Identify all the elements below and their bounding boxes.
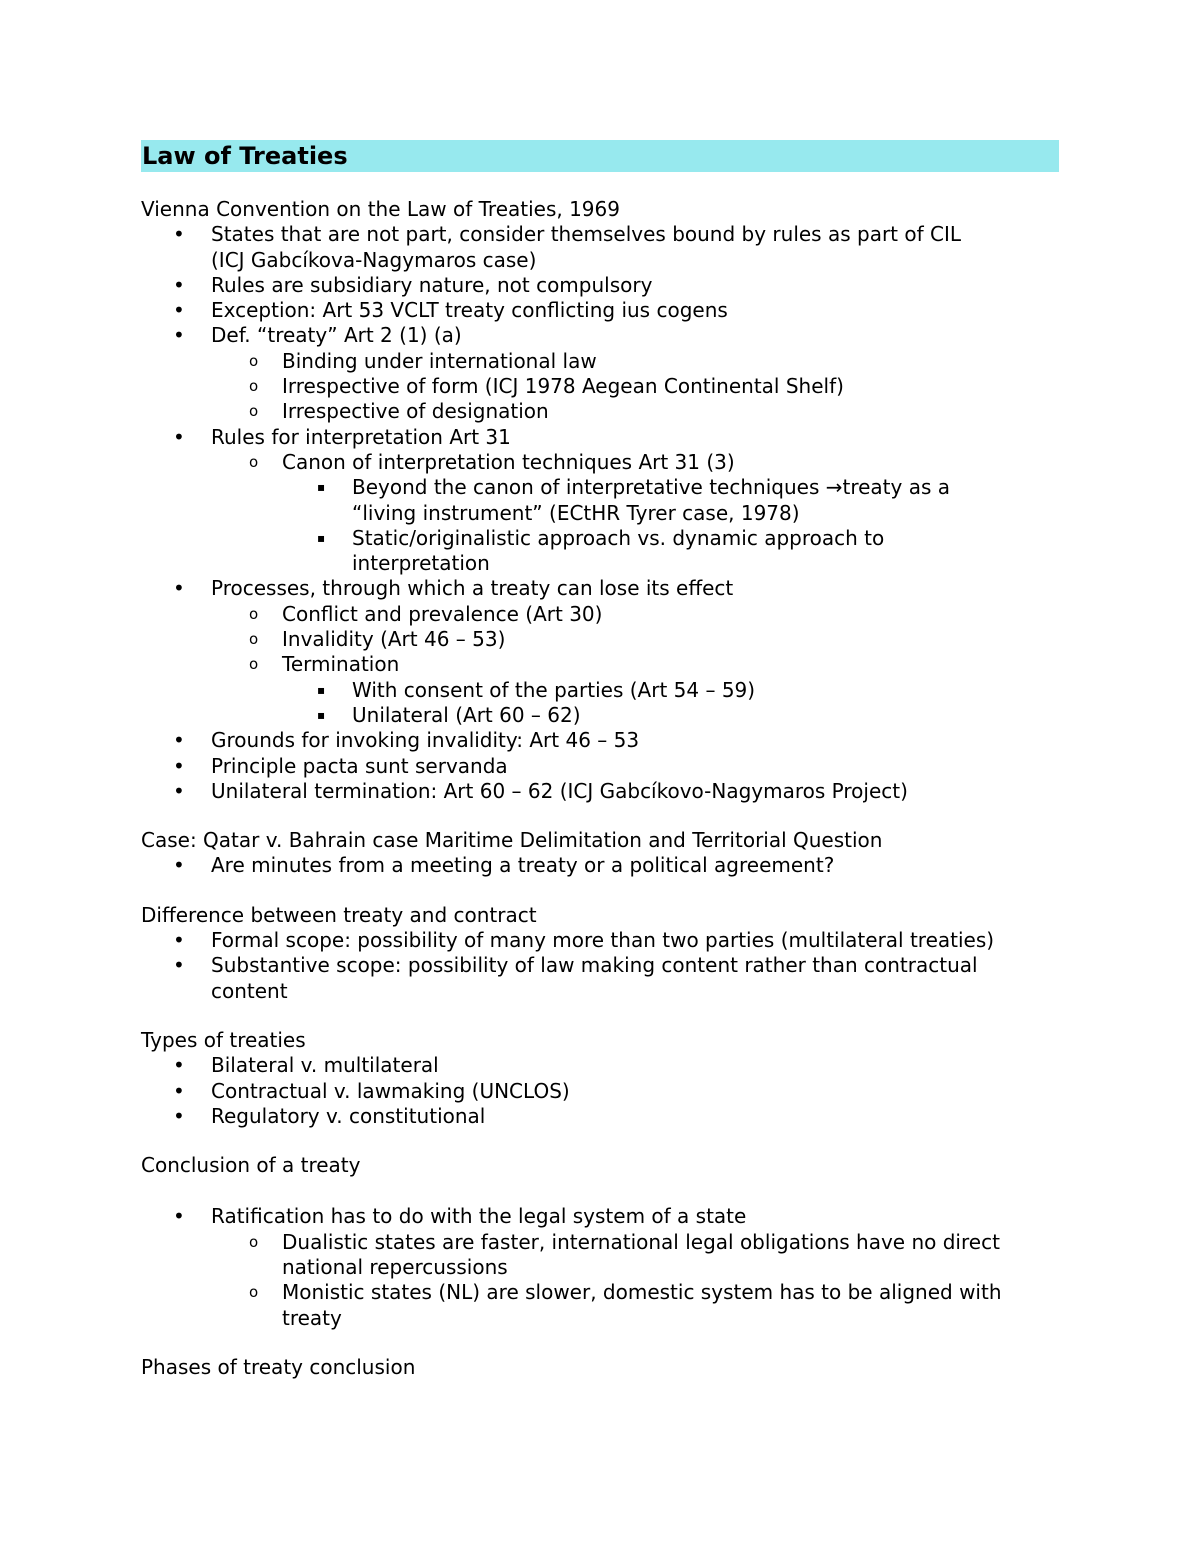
list-item: ▪ Beyond the canon of interpretative techniques →treaty as a “living instrument” (ECtHR Tyrer case, 1978) (317, 475, 950, 525)
list-item: • Bilateral v. multilateral (173, 1053, 439, 1078)
circle-bullet-icon: o (249, 655, 259, 674)
bullet-icon: • (173, 1053, 185, 1078)
section-heading-difference: Difference between treaty and contract (141, 902, 537, 927)
list-item: • Def. “treaty” Art 2 (1) (a) (173, 323, 462, 348)
list-item: • Are minutes from a meeting a treaty or a political agreement? (173, 853, 835, 878)
list-item: o Monistic states (NL) are slower, domestic system has to be aligned with treaty (249, 1280, 1002, 1330)
bullet-icon: • (173, 323, 185, 348)
bullet-icon: • (173, 1103, 185, 1128)
list-item: o Dualistic states are faster, international legal obligations have no direct national repercussions (249, 1229, 1000, 1279)
bullet-icon: • (173, 1204, 185, 1229)
list-item: • Rules for interpretation Art 31 (173, 424, 511, 449)
circle-bullet-icon: o (249, 1283, 259, 1302)
square-bullet-icon: ▪ (317, 480, 326, 495)
circle-bullet-icon: o (249, 1232, 259, 1251)
square-bullet-icon: ▪ (317, 682, 326, 697)
list-item: o Irrespective of designation (249, 399, 549, 424)
bullet-icon: • (173, 298, 185, 323)
bullet-icon: • (173, 272, 185, 297)
list-item: • Exception: Art 53 VCLT treaty conflicting ius cogens (173, 298, 728, 323)
bullet-icon: • (173, 853, 185, 878)
square-bullet-icon: ▪ (317, 707, 326, 722)
bullet-icon: • (173, 753, 185, 778)
section-heading-vclt: Vienna Convention on the Law of Treaties, 1969 (141, 197, 620, 221)
bullet-icon: • (173, 424, 185, 449)
bullet-icon: • (173, 953, 185, 978)
list-item: ▪ With consent of the parties (Art 54 – 59) (317, 677, 756, 702)
list-item: o Irrespective of form (ICJ 1978 Aegean Continental Shelf) (249, 374, 844, 399)
list-item: o Invalidity (Art 46 – 53) (249, 627, 506, 652)
circle-bullet-icon: o (249, 402, 259, 421)
document-title: Law of Treaties (142, 142, 348, 170)
list-item: o Conflict and prevalence (Art 30) (249, 601, 603, 626)
section-heading-case: Case: Qatar v. Bahrain case Maritime Delimitation and Territorial Question (141, 828, 883, 853)
list-item: ▪ Static/originalistic approach vs. dynamic approach to interpretation (317, 525, 885, 576)
list-item: ▪ Unilateral (Art 60 – 62) (317, 702, 581, 727)
list-item: o Canon of interpretation techniques Art 31 (3) (249, 449, 735, 474)
document-page (141, 140, 1059, 1380)
list-item: • Regulatory v. constitutional (173, 1103, 486, 1128)
circle-bullet-icon: o (249, 452, 259, 471)
bullet-icon: • (173, 778, 185, 803)
circle-bullet-icon: o (249, 604, 259, 623)
list-item: • Rules are subsidiary nature, not compulsory (173, 272, 653, 297)
list-item: • Unilateral termination: Art 60 – 62 (ICJ Gabcíkovo-Nagymaros Project) (173, 778, 908, 803)
list-item: o Termination (249, 652, 400, 677)
bullet-icon: • (173, 576, 185, 601)
circle-bullet-icon: o (249, 630, 259, 649)
bullet-icon: • (173, 222, 185, 247)
list-item: • Processes, through which a treaty can lose its effect (173, 576, 734, 601)
list-item: o Binding under international law (249, 348, 597, 373)
list-item: • Contractual v. lawmaking (UNCLOS) (173, 1078, 570, 1103)
section-heading-conclusion: Conclusion of a treaty (141, 1153, 361, 1178)
circle-bullet-icon: o (249, 351, 259, 370)
list-item: • Grounds for invoking invalidity: Art 46 – 53 (173, 728, 640, 753)
list-item: • Principle pacta sunt servanda (173, 753, 508, 778)
section-heading-types: Types of treaties (141, 1027, 306, 1052)
list-item: • Substantive scope: possibility of law making content rather than contractual content (173, 953, 978, 1003)
circle-bullet-icon: o (249, 377, 259, 396)
list-item: • Ratification has to do with the legal system of a state (173, 1204, 747, 1229)
title-highlight (141, 140, 1059, 172)
bullet-icon: • (173, 1078, 185, 1103)
square-bullet-icon: ▪ (317, 530, 326, 545)
section-heading-phases: Phases of treaty conclusion (141, 1354, 416, 1379)
bullet-icon: • (173, 728, 185, 753)
list-item: • States that are not part, consider themselves bound by rules as part of CIL (ICJ Gabcíkova-Nagymaros case) (173, 222, 962, 272)
list-item: • Formal scope: possibility of many more than two parties (multilateral treaties) (173, 928, 995, 953)
bullet-icon: • (173, 928, 185, 953)
